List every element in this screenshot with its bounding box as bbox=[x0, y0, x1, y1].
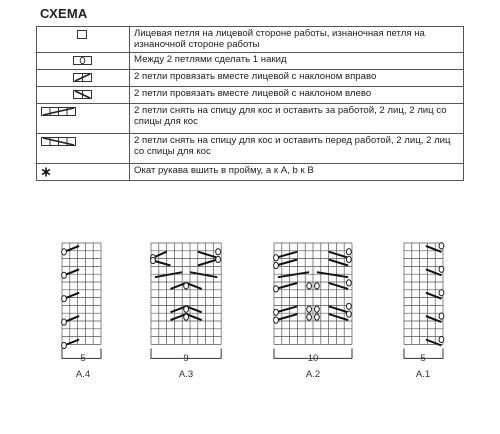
legend-text: Между 2 петлями сделать 1 накид bbox=[130, 53, 464, 70]
legend-text: Окат рукава вшить в пройму, а к A, b к B bbox=[130, 164, 464, 181]
decrease-stitch-icon bbox=[276, 306, 297, 312]
decrease-stitch-icon bbox=[329, 306, 349, 312]
yarn-over-icon bbox=[315, 314, 320, 320]
yarn-over-icon bbox=[216, 249, 221, 255]
yarn-over-icon bbox=[62, 272, 67, 278]
yarn-over-icon bbox=[315, 283, 320, 289]
chart-a1 bbox=[404, 243, 444, 359]
yarn-over-icon bbox=[439, 243, 444, 249]
yarn-over-icon bbox=[274, 286, 279, 292]
chart-a3 bbox=[151, 243, 222, 358]
yarn-over-icon bbox=[62, 249, 67, 255]
yarn-over-icon bbox=[307, 283, 312, 289]
legend-text: Лицевая петля на лицевой стороне работы, изнаночная петля на изнаночной стороне работы bbox=[130, 27, 464, 53]
decrease-stitch-icon bbox=[198, 252, 218, 258]
yarn-over-icon bbox=[216, 256, 221, 262]
yarn-over-icon bbox=[184, 306, 189, 312]
decrease-stitch-icon bbox=[329, 252, 349, 258]
decrease-stitch-icon bbox=[278, 272, 309, 277]
yarn-over-icon bbox=[184, 283, 189, 289]
chart-a2-stitch-count: 10 bbox=[307, 353, 319, 364]
decrease-stitch-icon bbox=[276, 260, 297, 266]
decrease-stitch-icon bbox=[276, 283, 297, 289]
yarn-over-icon bbox=[274, 309, 279, 315]
chart-a3-stitch-count: 9 bbox=[183, 353, 189, 364]
yarn-over-icon bbox=[315, 306, 320, 312]
chart-a2 bbox=[274, 243, 352, 358]
decrease-stitch-icon bbox=[276, 314, 297, 320]
yarn-over-icon bbox=[151, 257, 156, 263]
yarn-over-icon bbox=[439, 290, 444, 296]
chart-a3-name: A.3 bbox=[178, 369, 194, 380]
yarn-over-icon bbox=[274, 262, 279, 268]
decrease-stitch-icon bbox=[329, 283, 349, 289]
yarn-over-icon bbox=[307, 306, 312, 312]
chart-a4 bbox=[62, 243, 101, 358]
chart-a4-name: A.4 bbox=[75, 369, 91, 380]
decrease-stitch-icon bbox=[317, 272, 348, 277]
yarn-over-icon bbox=[184, 314, 189, 320]
yarn-over-icon bbox=[346, 311, 351, 317]
legend-text: 2 петли снять на спицу для кос и оставить за работой, 2 лиц, 2 лиц со спицы для кос bbox=[130, 104, 464, 134]
yarn-over-icon bbox=[62, 296, 67, 302]
page-title: СХЕМА bbox=[40, 6, 88, 21]
decrease-stitch-icon bbox=[329, 314, 349, 320]
yarn-over-icon bbox=[62, 319, 67, 325]
yarn-over-icon bbox=[439, 266, 444, 272]
chart-a2-name: A.2 bbox=[305, 369, 321, 380]
decrease-stitch-icon bbox=[276, 252, 297, 258]
decrease-stitch-icon bbox=[329, 260, 349, 266]
decrease-stitch-icon bbox=[198, 260, 218, 266]
chart-a1-name: A.1 bbox=[415, 369, 431, 380]
legend-text: 2 петли провязать вместе лицевой с наклоном вправо bbox=[130, 70, 464, 87]
yarn-over-icon bbox=[62, 342, 67, 348]
legend-text: 2 петли снять на спицу для кос и оставить перед работой, 2 лиц, 2 лиц со спицы для кос bbox=[130, 134, 464, 164]
yarn-over-icon bbox=[439, 313, 444, 319]
yarn-over-icon bbox=[346, 280, 351, 286]
yarn-over-icon bbox=[346, 256, 351, 262]
yarn-over-icon bbox=[307, 314, 312, 320]
yarn-over-icon bbox=[439, 336, 444, 342]
legend-text: 2 петли провязать вместе лицевой с наклоном влево bbox=[130, 87, 464, 104]
chart-a1-stitch-count: 5 bbox=[420, 353, 426, 364]
chart-a4-stitch-count: 5 bbox=[80, 353, 86, 364]
yarn-over-icon bbox=[346, 249, 351, 255]
yarn-over-icon bbox=[346, 303, 351, 309]
yarn-over-icon bbox=[274, 317, 279, 323]
yarn-over-icon bbox=[274, 255, 279, 261]
